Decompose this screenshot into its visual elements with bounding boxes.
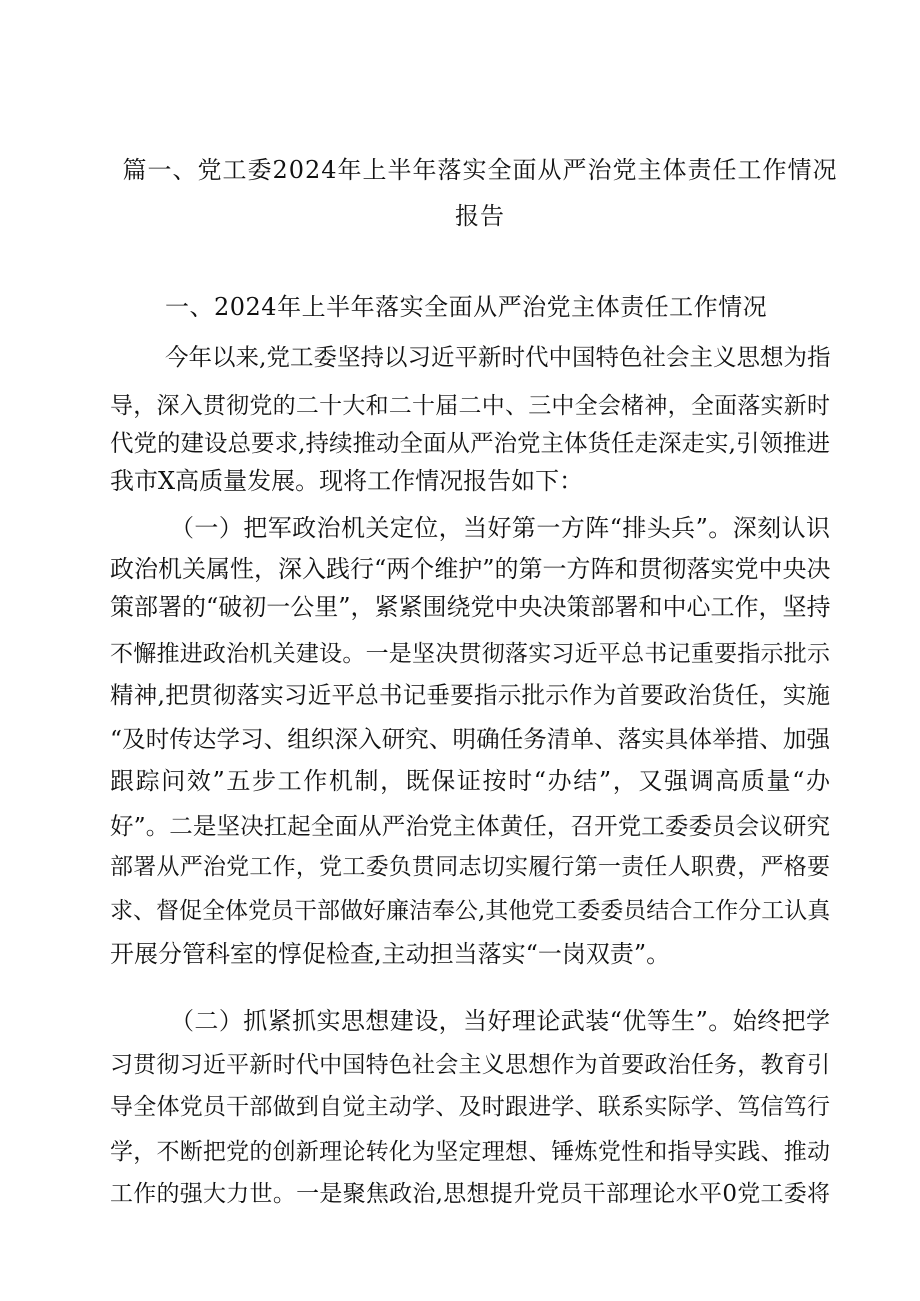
paragraph-line: 学，不断把党的创新理论转化为坚定理想、锤炼党性和指导实践、推动 [110, 1139, 830, 1165]
paragraph-line: “及时传达学习、组织深入研究、明确任务清单、落实具体举措、加强 [110, 725, 830, 753]
paragraph-line: 跟踪问效”五步工作机制，既保证按时“办结”，又强调高质量“办 [110, 767, 830, 795]
paragraph-line: 我市X高质量发展。现将工作情况报告如下： [110, 467, 584, 495]
paragraph-line: 策部署的“破初一公里”，紧紧围绕党中央决策部署和中心工作，坚持 [110, 593, 831, 621]
paragraph-line: 求、督促全体党员干部做好廉洁奉公,其他党工委委员结合工作分工认真 [110, 898, 831, 924]
paragraph-line: （二）抓紧抓实思想建设，当好理论武装“优等生”。始终把学 [170, 1007, 830, 1035]
paragraph-line: 部署从严治党工作，党工委负贯同志切实履行第一责任人职费，严格要 [110, 854, 830, 880]
paragraph-line: 导，深入贯彻党的二十大和二十届二中、三中全会楮神，全面落实新时 [110, 393, 830, 419]
paragraph-line: 精神,把贯彻落实习近平总书记垂要指示批示作为首要政治货任，实施 [110, 681, 830, 709]
paragraph-line: 代党的建设总要求,持续推动全面从严治党主体货任走深走实,引领推进 [110, 429, 830, 457]
paragraph-line: 不懈推进政治机关建设。一是坚决贯彻落实习近平总书记重要指示批示 [110, 641, 830, 667]
paragraph-line: 开展分管科室的惇促检查,主动担当落实“一岗双责”。 [110, 940, 671, 968]
paragraph-line: 好”。二是坚决扛起全面从严治党主体黄任，召开党工委委员会议研究 [110, 812, 830, 840]
paragraph-line: 政治机关属性，深入践行“两个维护”的第一方阵和贯彻落实党中央决 [110, 555, 831, 583]
paragraph-line: 导全体党员干部做到自觉主动学、及时跟进学、联系实际学、笃信笃行 [110, 1094, 830, 1120]
paragraph-line: 习贯彻习近平新时代中国特色社会主义思想作为首要政治任务，教育引 [110, 1052, 830, 1078]
paragraph-line: 今年以来,党工委坚持以习近平新时代中国特色社会主义思想为指 [165, 343, 831, 371]
paragraph-line: 工作的强大力世。一是聚焦政治,思想提升党员干部理论水平0党工委将 [110, 1181, 830, 1207]
document-title-line-1: 篇一、党工委2024年上半年落实全面从严治党主体责任工作情况 [122, 156, 838, 184]
document-title-line-2: 报告 [455, 202, 505, 230]
section-heading: 一、2024年上半年落实全面从严治党主体责任工作情况 [165, 293, 768, 321]
paragraph-line: （一）把军政治机关定位，当好第一方阵“排头兵”。深刻认识 [170, 514, 830, 542]
